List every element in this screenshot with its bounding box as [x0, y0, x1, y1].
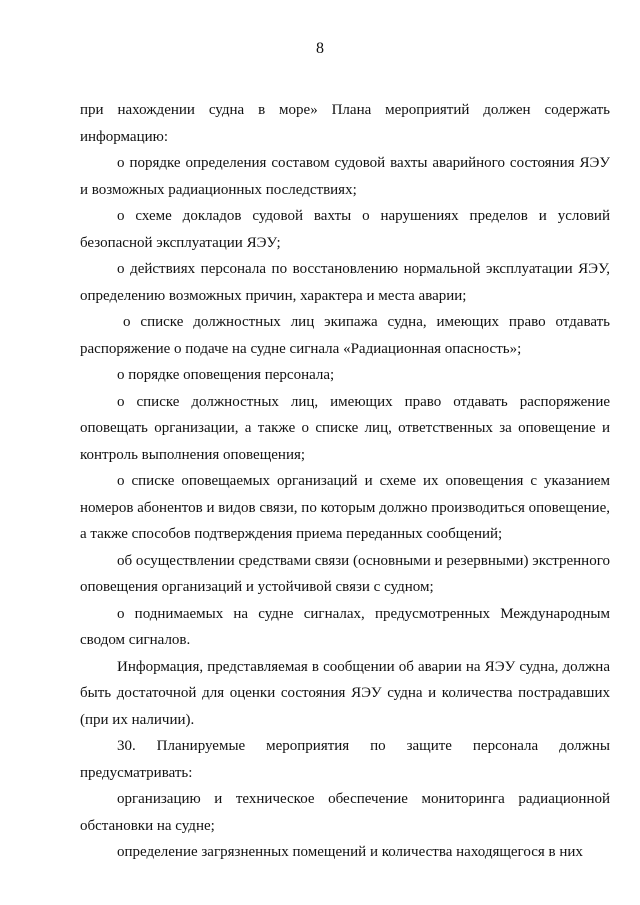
page-number: 8: [316, 40, 324, 57]
paragraph-watch-determination: о порядке определения составом судовой вахты аварийного состояния ЯЭУ и возможных радиационных последствиях;: [80, 155, 610, 198]
paragraph-monitoring: организацию и техническое обеспечение мониторинга радиационной обстановки на судне;: [80, 791, 610, 834]
paragraph-organizations-list: о списке оповещаемых организаций и схеме их оповещения с указанием номеров абонентов и видов связи, по которым должно производиться оповещение, а также способов подтверждения приема переданных сообщений;: [80, 473, 610, 542]
paragraph-signals: о поднимаемых на судне сигналах, предусмотренных Международным сводом сигналов.: [80, 605, 610, 648]
paragraph-personnel-actions: о действиях персонала по восстановлению нормальной эксплуатации ЯЭУ, определению возможных причин, характера и места аварии;: [80, 261, 610, 304]
paragraph-emergency-communication: об осуществлении средствами связи (основными и резервными) экстренного оповещения организаций и устойчивой связи с судном;: [80, 552, 610, 595]
paragraph-crew-officials: о списке должностных лиц экипажа судна, имеющих право отдавать распоряжение о подаче на судне сигнала «Радиационная опасность»;: [80, 314, 610, 357]
paragraph-item-30: 30. Планируемые мероприятия по защите персонала должны предусматривать:: [80, 738, 610, 781]
paragraph-continuation: при нахождении судна в море» Плана мероприятий должен содержать информацию:: [80, 102, 610, 145]
paragraph-personnel-notification: о порядке оповещения персонала;: [117, 367, 335, 383]
paragraph-report-scheme: о схеме докладов судовой вахты о нарушениях пределов и условий безопасной эксплуатации ЯЭУ;: [80, 208, 610, 251]
document-body: [80, 97, 610, 866]
paragraph-contaminated-rooms: определение загрязненных помещений и количества находящегося в них: [117, 844, 583, 860]
paragraph-accident-information: Информация, представляемая в сообщении об аварии на ЯЭУ судна, должна быть достаточной для оценки состояния ЯЭУ судна и количества пострадавших (при их наличии).: [80, 658, 610, 728]
paragraph-officials-list: о списке должностных лиц, имеющих право отдавать распоряжение оповещать организации, а также о списке лиц, ответственных за оповещение и контроль выполнения оповещения;: [80, 393, 610, 463]
